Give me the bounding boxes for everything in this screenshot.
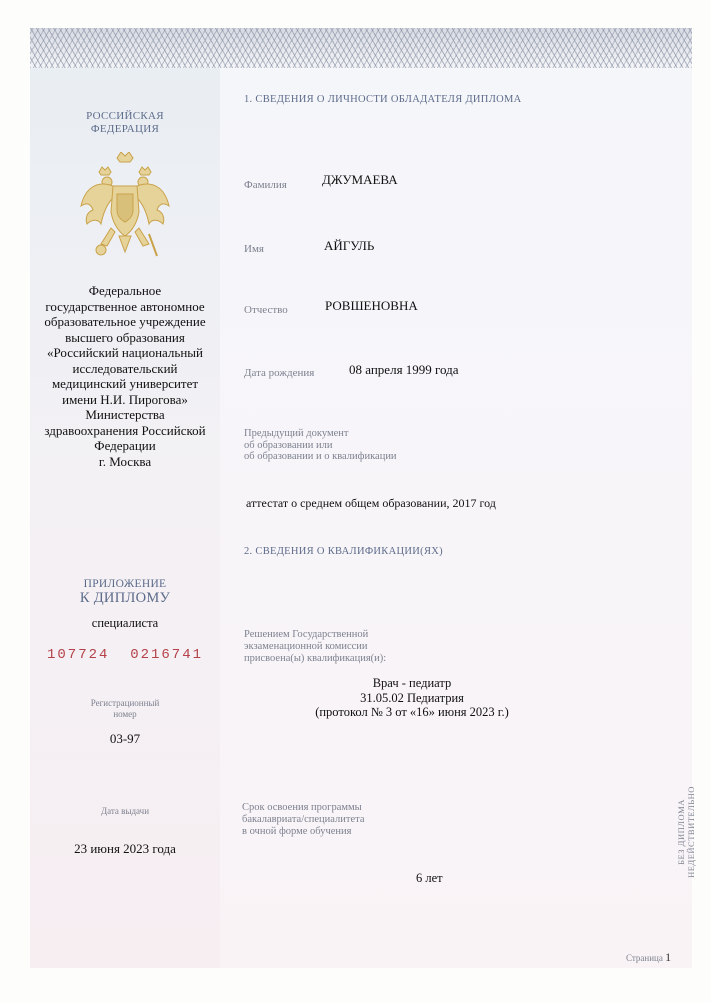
reg-number-label <box>30 698 220 720</box>
org-line: Федеральное <box>88 283 162 298</box>
birth-date-value: 08 апреля 1999 года <box>349 362 459 377</box>
vertical-validity-note: БЕЗ ДИПЛОМА НЕДЕЙСТВИТЕЛЬНО <box>676 786 696 878</box>
patronymic-label: Отчество <box>244 304 288 316</box>
org-line: высшего образования <box>65 329 185 345</box>
org-line: имени Н.И. Пирогова» <box>62 391 188 407</box>
org-line: Федерации <box>94 438 156 453</box>
issue-date: 23 июня 2023 года <box>74 841 176 856</box>
org-line: государственное автономное <box>45 298 205 314</box>
org-line: исследовательский <box>72 360 178 376</box>
qualification <box>290 676 534 720</box>
qualification-line: Врач - педиатр <box>372 676 452 690</box>
section-1-title: 1. СВЕДЕНИЯ О ЛИЧНОСТИ ОБЛАДАТЕЛЯ ДИПЛОМА <box>244 94 522 105</box>
page-number: 1 <box>665 950 672 964</box>
term-label-line: в очной форме обучения <box>242 826 352 837</box>
org-line: «Российский национальный <box>47 345 203 360</box>
qualification-line: 31.05.02 Педиатрия <box>360 690 464 705</box>
appendix-line-1: ПРИЛОЖЕНИЕ <box>83 578 167 590</box>
issue-date-label: Дата выдачи <box>100 806 150 816</box>
page-footer <box>626 950 671 965</box>
commission-label <box>244 629 386 665</box>
commission-label-line: присвоена(ы) квалификация(и): <box>244 653 387 664</box>
surname-value: ДЖУМАЕВА <box>322 172 398 187</box>
reg-label-line-2: номер <box>113 709 137 719</box>
study-term-label <box>242 802 365 838</box>
commission-label-line: экзаменационной комиссии <box>244 641 368 652</box>
prev-doc-label-line: об образовании или <box>244 439 333 451</box>
reg-number: 03-97 <box>109 731 141 746</box>
prev-doc-label-line: Предыдущий документ <box>244 428 349 439</box>
org-line: здравоохранения Российской <box>44 422 206 438</box>
org-line: медицинский университет <box>51 376 199 391</box>
name-value: АЙГУЛЬ <box>324 238 375 253</box>
commission-label-line: Решением Государственной <box>244 629 369 640</box>
previous-document-label <box>244 428 397 463</box>
appendix-line-2: К ДИПЛОМУ <box>79 590 171 606</box>
security-pattern-band <box>30 28 692 69</box>
term-label-line: бакалавриата/специалитета <box>242 814 365 825</box>
country-line-2: ФЕДЕРАЦИЯ <box>90 123 160 135</box>
birth-date-label: Дата рождения <box>244 367 315 379</box>
study-term-value: 6 лет <box>416 871 443 885</box>
specialist-label: специалиста <box>91 616 159 630</box>
org-line: Министерства <box>85 407 165 422</box>
section-2-title: 2. СВЕДЕНИЯ О КВАЛИФИКАЦИИ(ЯХ) <box>244 546 443 557</box>
double-headed-eagle-emblem-icon <box>77 152 173 262</box>
appendix-title <box>30 578 220 607</box>
org-line: образовательное учреждение <box>44 314 206 329</box>
organization-name <box>36 283 214 469</box>
prev-doc-label-line: об образовании и о квалификации <box>244 451 397 462</box>
surname-label: Фамилия <box>244 179 287 191</box>
org-line: г. Москва <box>98 453 152 469</box>
reg-label-line-1: Регистрационный <box>90 698 160 708</box>
country-line-1: РОССИЙСКАЯ <box>86 110 164 122</box>
name-label: Имя <box>244 243 264 255</box>
patronymic-value: РОВШЕНОВНА <box>325 298 418 313</box>
qualification-line: (протокол № 3 от «16» июня 2023 г.) <box>315 705 509 719</box>
page-label: Страница <box>626 953 663 963</box>
serial-number: 107724 0216741 <box>46 647 204 663</box>
country-name <box>30 110 220 136</box>
term-label-line: Срок освоения программы <box>242 802 362 813</box>
previous-document-value: аттестат о среднем общем образовании, 2017 год <box>246 496 496 510</box>
